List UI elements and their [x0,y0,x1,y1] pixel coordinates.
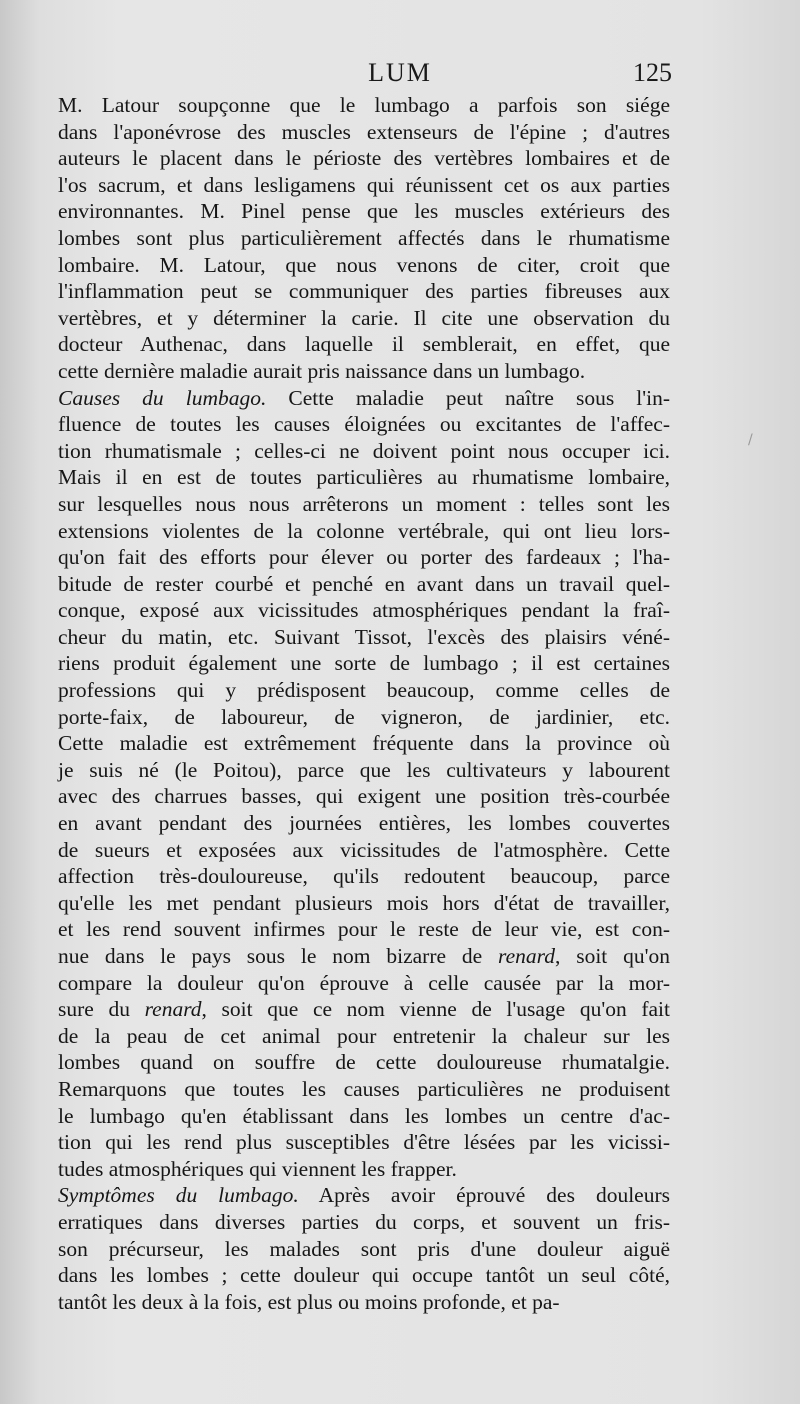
text-line: compare la douleur qu'on éprouve à celle causée par la mor- [58,970,670,995]
page-number: 125 [633,58,672,87]
text-line: tantôt les deux à la fois, est plus ou moins profonde, et pa- [58,1289,560,1314]
text-line: fluence de toutes les causes éloignées ou excitantes de l'affec- [58,412,670,437]
text-line: auteurs le placent dans le périoste des vertèbres lombaires et de [58,146,670,171]
text-line: affection très-douloureuse, qu'ils redoutent beaucoup, parce [58,864,670,889]
text-line: cheur du matin, etc. Suivant Tissot, l'excès des plaisirs véné- [58,624,670,649]
body-text [58,92,670,1315]
text-line: M. Latour soupçonne que le lumbago a parfois son siége [58,93,670,117]
text-line: l'os sacrum, et dans lesligamens qui réunissent cet os aux parties [58,172,670,197]
text-line: Cette maladie est extrêmement fréquente dans la province où [58,731,670,756]
text-line: son précurseur, les malades sont pris d'une douleur aiguë [58,1236,670,1261]
text-line: extensions violentes de la colonne vertébrale, qui ont lieu lors- [58,518,670,543]
text-line: riens produit également une sorte de lumbago ; il est certaines [58,651,670,676]
text-line: en avant pendant des journées entières, les lombes couvertes [58,811,670,836]
text-line: dans les lombes ; cette douleur qui occupe tantôt un seul côté, [58,1263,670,1288]
text-line: docteur Authenac, dans laquelle il semblerait, en effet, que [58,332,670,357]
text-line: qu'elle les met pendant plusieurs mois hors d'état de travailler, [58,890,670,915]
text-line: erratiques dans diverses parties du corps, et souvent un fris- [58,1209,670,1234]
text-line: lombaire. M. Latour, que nous venons de citer, croit que [58,252,670,277]
text-line: cette dernière maladie aurait pris naissance dans un lumbago. [58,358,586,383]
text-line: de sueurs et exposées aux vicissitudes de l'atmosphère. Cette [58,837,670,862]
text-line: qu'on fait des efforts pour élever ou porter des fardeaux ; l'ha- [58,545,670,570]
text-line: dans l'aponévrose des muscles extenseurs de l'épine ; d'autres [58,119,670,144]
text-line: Causes du lumbago. Cette maladie peut naître sous l'in- [58,385,670,410]
text-line: tion qui les rend plus susceptibles d'être lésées par les vicissi- [58,1130,670,1155]
text-line: l'inflammation peut se communiquer des parties fibreuses aux [58,279,670,304]
text-line: environnantes. M. Pinel pense que les muscles extérieurs des [58,199,670,224]
text-line: lombes sont plus particulièrement affectés dans le rhumatisme [58,225,670,250]
text-line: et les rend souvent infirmes pour le reste de leur vie, est con- [58,917,670,942]
text-line: professions qui y prédisposent beaucoup, comme celles de [58,678,670,703]
text-line: le lumbago qu'en établissant dans les lombes un centre d'ac- [58,1103,670,1128]
text-line: sure du renard, soit que ce nom vienne de l'usage qu'on fait [58,997,671,1022]
margin-mark: / [748,432,753,448]
text-line: je suis né (le Poitou), parce que les cultivateurs y labourent [58,757,670,782]
text-line: de la peau de cet animal pour entretenir la chaleur sur les [58,1023,670,1048]
page-header [0,58,800,92]
text-line: Mais il en est de toutes particulières au rhumatisme lombaire, [58,465,670,490]
running-title: LUM [368,58,432,87]
text-line: tion rhumatismale ; celles-ci ne doivent point nous occuper ici. [58,438,670,463]
text-line: tudes atmosphériques qui viennent les frapper. [58,1156,457,1181]
text-line: avec des charrues basses, qui exigent une position très-courbée [58,784,670,809]
text-line: sur lesquelles nous nous arrêterons un moment : telles sont les [58,491,670,516]
text-line: lombes quand on souffre de cette douloureuse rhumatalgie. [58,1050,670,1075]
text-line: bitude de rester courbé et penché en avant dans un travail quel- [58,571,670,596]
text-line: Remarquons que toutes les causes particulières ne produisent [58,1076,670,1101]
text-line: vertèbres, et y déterminer la carie. Il cite une observation du [58,305,670,330]
text-line: conque, exposé aux vicissitudes atmosphériques pendant la fraî- [58,598,670,623]
text-line: nue dans le pays sous le nom bizarre de renard, soit qu'on [58,944,670,968]
text-line: Symptômes du lumbago. Après avoir éprouvé des douleurs [58,1183,670,1208]
text-line: porte-faix, de laboureur, de vigneron, de jardinier, etc. [58,704,670,729]
